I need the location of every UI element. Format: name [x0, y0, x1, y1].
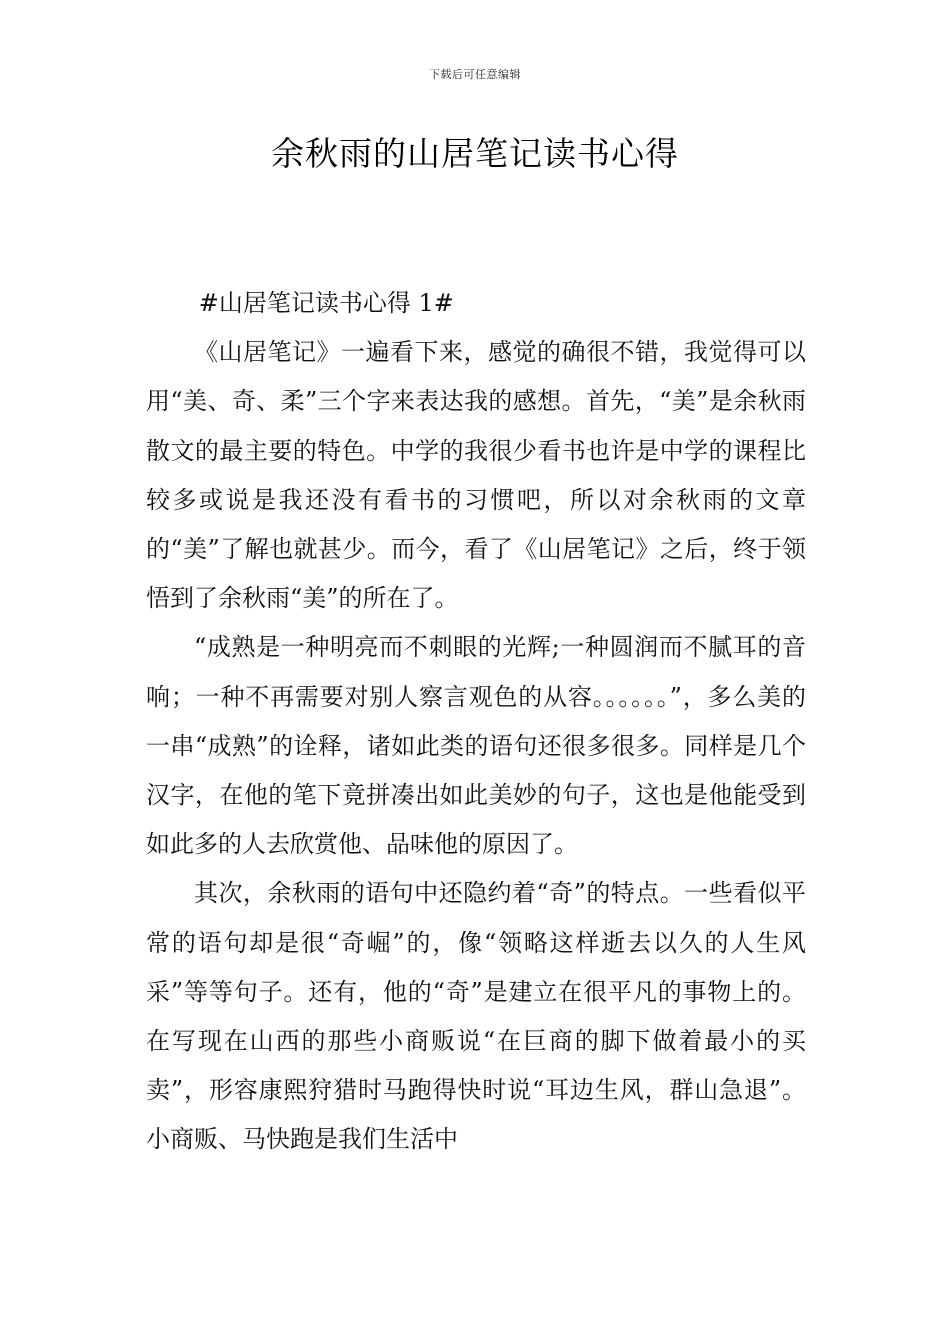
paragraph: 《山居笔记》一遍看下来，感觉的确很不错，我觉得可以用“美、奇、柔”三个字来表达我的感想。首先，“美”是余秋雨散文的最主要的特色。中学的我很少看书也许是中学的课程比较多或说是我还没有看书的习惯吧，所以对余秋雨的文章的“美”了解也就甚少。而今，看了《山居笔记》之后，终于领悟到了余秋雨“美”的所在了。: [146, 338, 806, 613]
paragraph: “成熟是一种明亮而不刺眼的光辉;一种圆润而不腻耳的音响；一种不再需要对别人察言观色的从容。。。。。。”，多么美的一串“成熟”的诠释，诸如此类的语句还很多很多。同样是几个汉字，在他的笔下竟拼凑出如此美妙的句子，这也是他能受到如此多的人去欣赏他、品味他的原因了。: [146, 633, 806, 859]
document-body: [146, 279, 806, 1165]
document-title: 余秋雨的山居笔记读书心得: [271, 134, 679, 173]
paragraph: 其次，余秋雨的语句中还隐约着“奇”的特点。一些看似平常的语句却是很“奇崛”的，像“领略这样逝去以久的人生风采”等等句子。还有，他的“奇”是建立在很平凡的事物上的。在写现在山西的那些小商贩说“在巨商的脚下做着最小的买卖”，形容康熙狩猎时马跑得快时说“耳边生风，群山急退”。小商贩、马快跑是我们生活中: [146, 879, 806, 1154]
section-heading: #山居笔记读书心得 1#: [198, 289, 454, 317]
header-note: 下载后可任意编辑: [429, 68, 521, 81]
